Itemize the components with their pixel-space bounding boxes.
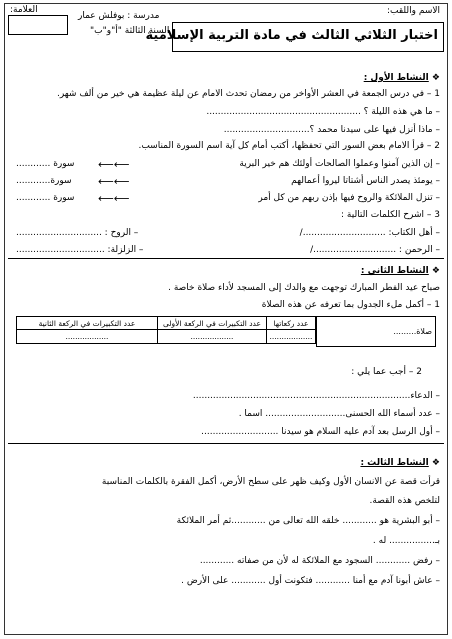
- word-alrahman[interactable]: – الرحمن : ............................./: [310, 245, 440, 255]
- table-cell[interactable]: ..................: [267, 330, 316, 344]
- answer-dua[interactable]: – الدعاء............................................................................: [192, 391, 440, 401]
- question-1a[interactable]: – ما هي هذه الليلة ؟ ......................................................: [206, 107, 440, 117]
- salat-label[interactable]: صلاة.........: [393, 327, 432, 336]
- story-line-3[interactable]: – رفض ............ السجود مع الملائكة له لأن من صفاته ............: [199, 556, 440, 566]
- arrow-left-icon: ⟵⟵: [98, 175, 130, 188]
- school-name: مدرسة : بوفلش عمار: [78, 11, 160, 21]
- table-header: عدد ركعاتها: [267, 317, 316, 330]
- activity3-intro-1: قرأت قصة عن الانسان الأول وكيف ظهر على سطح الأرض، أكمل الفقرة بالكلمات المناسبة: [101, 477, 440, 487]
- activity3-heading: ❖ النشاط الثالث :: [360, 458, 440, 468]
- story-line-1[interactable]: – أبو البشرية هو ............ خلقه الله تعالى من ............ثم أمر الملائكة: [176, 516, 440, 526]
- activity2-q2: 2 – أجب عما يلي :: [351, 367, 422, 377]
- word-alrouh[interactable]: – الروح : ..............................: [16, 228, 139, 238]
- mark-label: العلامة:: [10, 5, 38, 15]
- diamond-icon: ❖: [431, 458, 440, 468]
- table-header: عدد التكبيرات في الركعة الأولى: [158, 317, 267, 330]
- word-ahl-alkitab[interactable]: – أهل الكتاب: ............................./: [299, 228, 440, 238]
- diamond-icon: ❖: [431, 73, 440, 83]
- prayer-table: [16, 316, 316, 344]
- answer-first-messenger[interactable]: – أول الرسل بعد آدم عليه السلام هو سيدنا ...........................: [201, 427, 440, 437]
- question-1b[interactable]: – ماذا أنزل فيها على سيدنا محمد ؟..............................: [223, 125, 440, 135]
- verse-3: – تنزل الملائكة والروح فيها بإذن ربهم من كل أمر: [258, 193, 440, 203]
- table-header: عدد التكبيرات في الركعة الثانية: [17, 317, 158, 330]
- section-divider: [8, 443, 444, 444]
- verse-2: – يومئذ يصدر الناس أشتاتا ليروا أعمالهم: [291, 176, 440, 186]
- mark-box[interactable]: [8, 15, 68, 35]
- section-divider: [8, 258, 444, 259]
- activity1-heading: ❖ النشاط الأول :: [363, 73, 440, 83]
- question-2: 2 – قرأ الامام بعض السور التي تحفظها، أكتب أمام كل آية اسم السورة المناسب.: [138, 141, 440, 151]
- arrow-left-icon: ⟵⟵: [98, 192, 130, 205]
- activity2-intro: صباح عيد الفطر المبارك توجهت مع والدك إلى المسجد لأداء صلاة خاصة .: [168, 283, 440, 293]
- answer-names-of-allah[interactable]: – عدد أسماء الله الحسنى............................ اسما .: [238, 409, 440, 419]
- verse-3-answer[interactable]: سورة ............: [16, 193, 75, 203]
- diamond-icon: ❖: [431, 266, 440, 276]
- activity3-intro-2: لتلخص هذه القصة.: [369, 496, 440, 506]
- word-alzalzala[interactable]: – الزلزلة: ...............................: [16, 245, 144, 255]
- question-1: 1 – في درس الجمعة في العشر الأواخر من رمضان تحدث الامام عن ليلة عظيمة هي خير من ألف شهر.: [56, 89, 440, 99]
- student-name-label: الاسم واللقب:: [386, 6, 440, 16]
- exam-title: اختبار الثلاثي الثالث في مادة التربية الإسلامية: [145, 28, 438, 43]
- arrow-left-icon: ⟵⟵: [98, 158, 130, 171]
- table-cell[interactable]: ..................: [17, 330, 158, 344]
- activity2-heading: ❖ النشاط الثاني :: [360, 266, 440, 276]
- story-line-4[interactable]: – عاش أبونا آدم مع أمنا ............ فتكونت أول ............ على الأرض .: [181, 576, 440, 586]
- question-3: 3 – اشرح الكلمات التالية :: [341, 210, 440, 220]
- table-cell[interactable]: ..................: [158, 330, 267, 344]
- verse-1: – إن الذين آمنوا وعملوا الصالحات أولئك هم خير البرية: [239, 159, 440, 169]
- verse-1-answer[interactable]: سورة ............: [16, 159, 75, 169]
- class-level: السنة الثالثة "أ"و"ب": [90, 26, 170, 36]
- verse-2-answer[interactable]: سورة............: [16, 176, 72, 186]
- story-line-2[interactable]: بـ................ له .: [372, 536, 440, 546]
- activity2-q1: 1 – أكمل ملء الجدول بما تعرفه عن هذه الصلاة: [261, 300, 440, 310]
